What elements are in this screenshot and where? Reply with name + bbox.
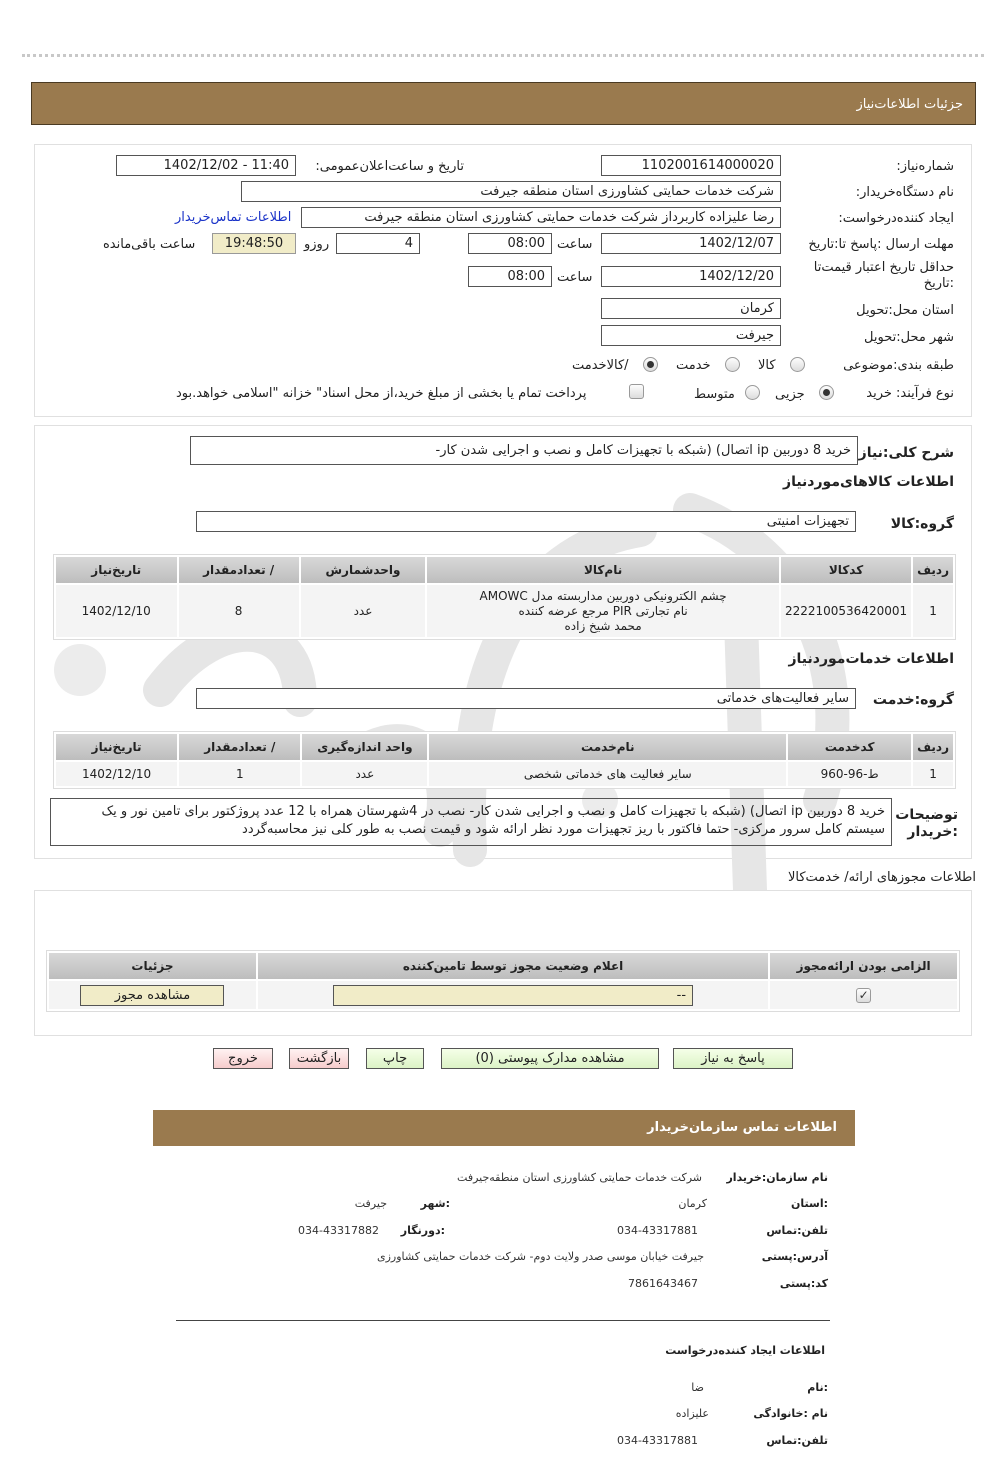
days-field[interactable]: 4 [336,233,420,254]
goods-cell-date: 1402/12/10 [56,585,177,637]
days-label: روزو [304,237,330,252]
requester-name-label: :نام [807,1381,828,1394]
goods-name-line-2: نام تجارتی PIR مرجع عرضه کننده [518,603,688,618]
services-cell-row: 1 [913,762,953,786]
goods-col-qty: / تعدادمقدار [179,557,299,583]
permits-col-details: جزئیات [49,953,256,979]
requester-family-label: نام :خانوادگی [753,1407,828,1420]
deadline-date-field[interactable]: 1402/12/07 [601,233,781,254]
services-col-qty: / تعدادمقدار [179,734,300,760]
treasury-note: پرداخت تمام یا بخشی از مبلغ خرید،از محل اسناد" خزانه "اسلامی خواهد.بود [176,386,587,401]
permits-col-required: الزامی بودن ارائه‌مجوز [770,953,957,979]
table-row [56,762,953,786]
validity-time-label: ساعت [557,270,593,285]
contact-city-label: :شهر [420,1197,450,1210]
services-section-title: اطلاعات خدمات‌موردنیاز [788,651,954,667]
goods-section-title: اطلاعات کالاهای‌موردنیاز [783,474,954,490]
goods-group-label: گروه:کالا [890,516,954,532]
goods-col-date: تاریخ‌نیاز [56,557,177,583]
contact-header-bar [153,1110,855,1146]
goods-col-name: نام‌کالا [427,557,779,583]
contact-divider [176,1320,830,1321]
validity-date-field[interactable]: 1402/12/20 [601,266,781,287]
permits-cell-status [258,981,768,1009]
need-no-field[interactable]: 1102001614000020 [601,155,781,176]
contact-org-value: شرکت خدمات حمایتی کشاورزی استان منطقه‌جیرفت [457,1171,702,1184]
category-label: طبقه بندی:موضوعی [843,358,954,373]
need-summary-label: شرح کلی:نیاز [858,445,954,461]
contact-province-value: کرمان [678,1197,707,1210]
need-summary-field: خرید 8 دوربین ip اتصال) (شبکه با تجهیزات کامل و نصب و اجرایی شدن کار- [190,436,858,465]
permit-required-checkbox[interactable]: ✓ [856,988,871,1003]
services-cell-date: 1402/12/10 [56,762,177,786]
category-service-label: خدمت [676,358,711,373]
contact-postal-label: کد:پستی [779,1277,828,1290]
province-label: استان محل:تحویل [856,303,954,318]
back-button[interactable]: بازگشت [289,1048,349,1069]
goods-name-line-3: محمد شیخ زاده [564,618,642,633]
announce-field[interactable]: 1402/12/02 - 11:40 [116,155,296,176]
services-cell-code: ط-96-960 [788,762,911,786]
view-permit-button[interactable]: مشاهده مجوز [80,985,224,1006]
requester-family-value: علیزاده [675,1407,709,1420]
province-field[interactable]: کرمان [601,298,781,319]
goods-cell-name [427,585,779,637]
table-row [49,981,957,1009]
city-label: شهر محل:تحویل [864,330,954,345]
exit-button[interactable]: خروج [213,1048,273,1069]
buyer-notes-box [50,798,892,846]
services-col-date: تاریخ‌نیاز [56,734,177,760]
process-minor-radio[interactable] [819,385,834,400]
goods-table [53,554,956,640]
contact-phone-label: تلفن:تماس [766,1224,828,1237]
goods-col-code: کدکالا [781,557,911,583]
contact-org-label: نام سازمان:خریدار [726,1171,828,1184]
buyer-notes-label-2: :خریدار [907,824,958,840]
category-service-radio[interactable] [725,357,740,372]
services-group-field: سایر فعالیت‌های خدماتی [196,688,856,709]
city-field[interactable]: جیرفت [601,325,781,346]
buyer-notes-line-1: خرید 8 دوربین ip اتصال) (شبکه با تجهیزات کامل و نصب و اجرایی شدن کار- نصب در 4شهرستان همراه با 12 عدد پروژکتور برای تامین نور و یک [101,804,885,819]
category-goods-label: کالا [758,358,776,373]
services-col-code: کدخدمت [788,734,911,760]
requester-name-value: ضا [691,1381,704,1394]
deadline-time-label: ساعت [557,237,593,252]
page-header-bar [31,82,976,125]
page-title: جزئیات اطلاعات‌نیاز [856,97,963,112]
services-group-label: گروه:خدمت [872,692,954,708]
contact-address-value: جیرفت خیابان موسی صدر ولایت دوم- شرکت خدمات حمایتی کشاورزی [376,1250,704,1263]
goods-col-row: ردیف [913,557,953,583]
remaining-label: ساعت باقی‌مانده [103,237,196,252]
services-cell-name: سایر فعالیت های خدماتی شخصی [429,762,786,786]
permit-status-field[interactable]: -- [333,985,693,1006]
services-col-unit: واحد اندازه‌گیری [302,734,427,760]
contact-title: اطلاعات تماس سازمان‌خریدار [647,1120,837,1135]
services-cell-qty: 1 [179,762,300,786]
goods-cell-row: 1 [913,585,953,637]
process-medium-radio[interactable] [745,385,760,400]
buyer-org-label: نام دستگاه‌خریدار: [855,185,954,200]
goods-cell-unit: عدد [301,585,426,637]
buyer-org-field[interactable]: شرکت خدمات حمایتی کشاورزی استان منطقه جیرفت [241,181,781,202]
goods-cell-code: 2222100536420001 [781,585,911,637]
reply-button[interactable]: پاسخ به نیاز [673,1048,793,1069]
table-row [56,585,953,637]
permits-title: اطلاعات مجوزهای ارائه/ خدمت‌کالا [787,870,976,885]
remaining-timer: 19:48:50 [212,233,296,254]
treasury-checkbox[interactable] [629,384,644,399]
process-minor-label: جزیی [775,387,805,402]
goods-cell-qty: 8 [179,585,299,637]
services-col-row: ردیف [913,734,953,760]
services-col-name: نام‌خدمت [429,734,786,760]
buyer-contact-link[interactable]: اطلاعات تماس‌خریدار [175,210,292,225]
category-goods-service-label: /کالاخدمت [572,358,629,373]
goods-group-field: تجهیزات امنیتی [196,511,856,532]
contact-city-value: جیرفت [354,1197,387,1210]
permits-col-status: اعلام وضعیت مجوز توسط تامین‌کننده [258,953,768,979]
requester-title: اطلاعات ایجاد کننده‌درخواست [665,1344,825,1357]
process-label: نوع فرآیند: خرید [866,386,954,401]
services-cell-unit: عدد [302,762,427,786]
contact-phone-value: 034-43317881 [617,1224,698,1237]
contact-address-label: آدرس:پستی [761,1250,828,1263]
top-dotted-divider [22,54,984,57]
contact-province-label: :استان [791,1197,828,1210]
creator-field[interactable]: رضا علیزاده کاربرداز شرکت خدمات حمایتی کشاورزی استان منطقه جیرفت [301,207,781,228]
print-button[interactable]: چاپ [366,1048,424,1069]
buyer-notes-label-1: توضیحات [895,807,958,823]
process-medium-label: متوسط [694,387,735,402]
goods-col-unit: واحدشمارش [301,557,426,583]
goods-name-line-1: چشم الکترونیکی دوربین مداربسته مدل AMOWC [479,588,727,603]
validity-label: حداقل تاریخ اعتبار قیمت‌تا :تاریخ [813,260,954,291]
permits-table [46,950,960,1012]
buyer-notes-line-2: سیستم کامل سرور مرکزی- حتما فاکتور با ریز تجهیزات مورد نظر ارائه شود و قیمت نصب به طور کلی نیز محاسبه‌گردد [242,822,885,837]
deadline-time-field[interactable]: 08:00 [468,233,552,254]
category-goods-radio[interactable] [790,357,805,372]
attachments-button[interactable]: مشاهده مدارک پیوستی (0) [441,1048,659,1069]
requester-phone-label: تلفن:تماس [766,1434,828,1447]
permits-cell-required [770,981,957,1009]
permits-cell-details [49,981,256,1009]
contact-fax-label: :دورنگار [400,1224,445,1237]
deadline-label: مهلت ارسال :پاسخ تا:تاریخ [808,237,954,252]
services-table [53,731,956,789]
contact-postal-value: 7861643467 [628,1277,698,1290]
requester-phone-value: 034-43317881 [617,1434,698,1447]
need-no-label: شماره‌نیاز: [896,159,954,174]
validity-time-field[interactable]: 08:00 [468,266,552,287]
announce-label: تاریخ و ساعت‌اعلان‌عمومی: [315,159,464,174]
creator-label: ایجاد کننده‌درخواست: [838,211,954,226]
contact-fax-value: 034-43317882 [298,1224,379,1237]
category-goods-service-radio[interactable] [643,357,658,372]
